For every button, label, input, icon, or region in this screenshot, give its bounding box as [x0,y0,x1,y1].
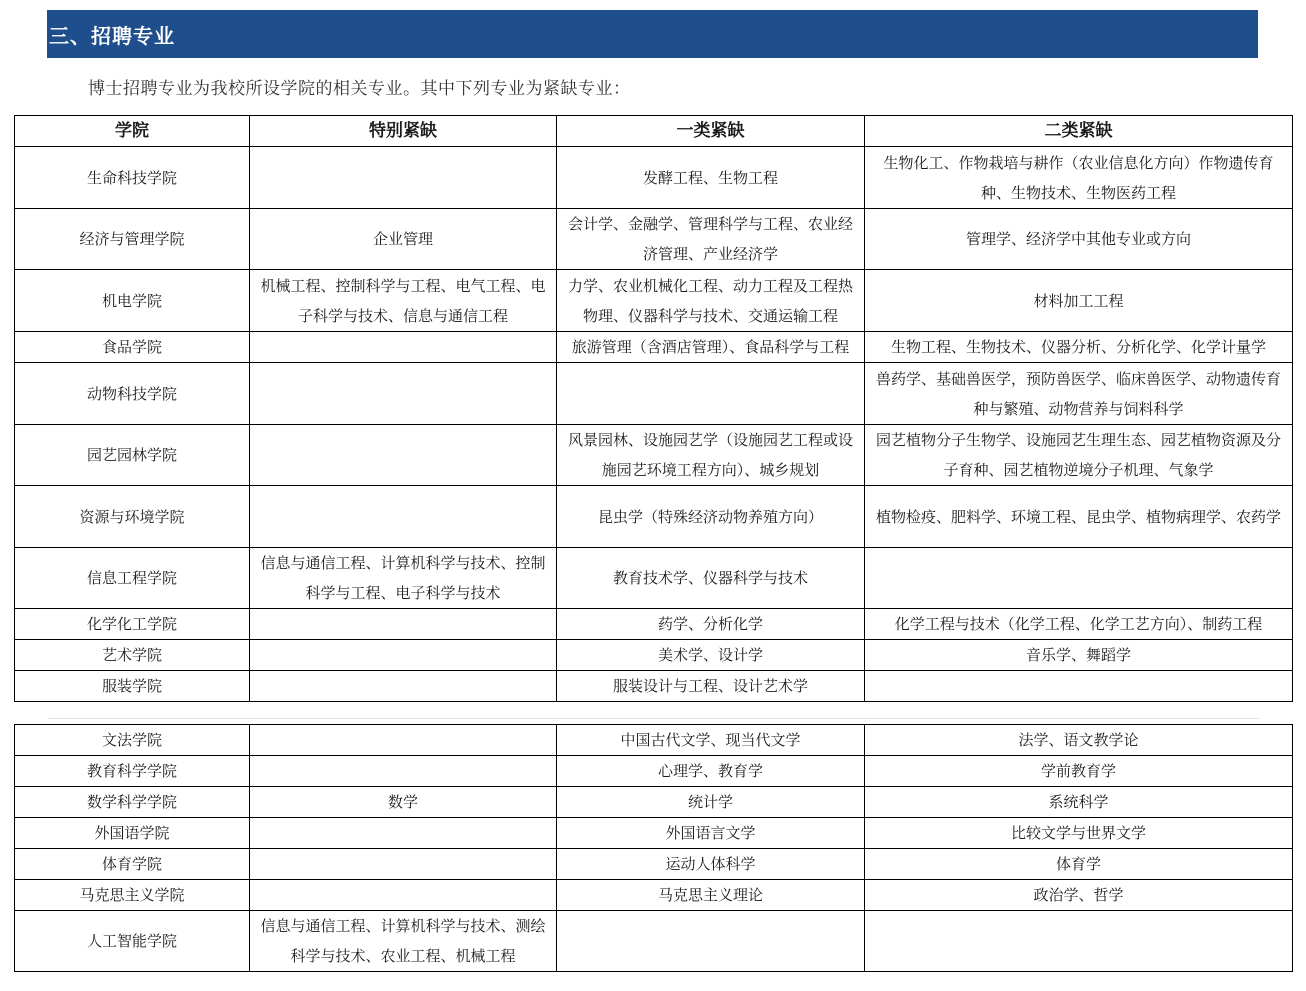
header-class-two-shortage: 二类紧缺 [865,116,1293,147]
special-shortage-cell: 机械工程、控制科学与工程、电气工程、电子科学与技术、信息与通信工程 [250,270,557,332]
class-one-cell: 中国古代文学、现当代文学 [557,725,865,756]
college-cell: 机电学院 [15,270,250,332]
header-college: 学院 [15,116,250,147]
class-two-cell: 材料加工工程 [865,270,1293,332]
college-cell: 化学化工学院 [15,609,250,640]
table-row [15,209,1293,270]
class-one-cell: 药学、分析化学 [557,609,865,640]
table-row [15,332,1293,363]
college-cell: 服装学院 [15,671,250,702]
table-header-row [15,116,1293,147]
special-shortage-cell [250,332,557,363]
class-two-cell: 管理学、经济学中其他专业或方向 [865,209,1293,270]
special-shortage-cell [250,640,557,671]
class-two-cell: 兽药学、基础兽医学，预防兽医学、临床兽医学、动物遗传育种与繁殖、动物营养与饲料科学 [865,363,1293,425]
college-cell: 人工智能学院 [15,911,250,972]
table-row [15,609,1293,640]
class-one-cell: 昆虫学（特殊经济动物养殖方向） [557,486,865,548]
class-two-cell: 政治学、哲学 [865,880,1293,911]
table-row [15,640,1293,671]
special-shortage-cell: 信息与通信工程、计算机科学与技术、测绘科学与技术、农业工程、机械工程 [250,911,557,972]
table-row [15,671,1293,702]
college-cell: 经济与管理学院 [15,209,250,270]
special-shortage-cell [250,725,557,756]
class-one-cell: 力学、农业机械化工程、动力工程及工程热物理、仪器科学与技术、交通运输工程 [557,270,865,332]
table-row [15,787,1293,818]
page-separator [48,718,1260,719]
header-special-shortage: 特别紧缺 [250,116,557,147]
special-shortage-cell: 数学 [250,787,557,818]
college-cell: 教育科学学院 [15,756,250,787]
college-cell: 食品学院 [15,332,250,363]
class-one-cell [557,363,865,425]
table-row [15,756,1293,787]
table-row [15,911,1293,972]
college-cell: 外国语学院 [15,818,250,849]
special-shortage-cell [250,147,557,209]
section-header [47,10,1258,58]
table-row [15,849,1293,880]
special-shortage-cell [250,609,557,640]
college-cell: 艺术学院 [15,640,250,671]
special-shortage-cell: 信息与通信工程、计算机科学与技术、控制科学与工程、电子科学与技术 [250,548,557,609]
special-shortage-cell [250,756,557,787]
class-one-cell: 教育技术学、仪器科学与技术 [557,548,865,609]
class-two-cell: 法学、语文教学论 [865,725,1293,756]
special-shortage-cell: 企业管理 [250,209,557,270]
table-row [15,818,1293,849]
header-class-one-shortage: 一类紧缺 [557,116,865,147]
class-one-cell: 风景园林、设施园艺学（设施园艺工程或设施园艺环境工程方向）、城乡规划 [557,425,865,486]
class-two-cell: 园艺植物分子生物学、设施园艺生理生态、园艺植物资源及分子育种、园艺植物逆境分子机理、气象学 [865,425,1293,486]
college-cell: 体育学院 [15,849,250,880]
college-cell: 信息工程学院 [15,548,250,609]
class-one-cell: 美术学、设计学 [557,640,865,671]
special-shortage-cell [250,849,557,880]
table-row [15,425,1293,486]
class-two-cell [865,671,1293,702]
class-two-cell: 生物工程、生物技术、仪器分析、分析化学、化学计量学 [865,332,1293,363]
table-row [15,486,1293,548]
special-shortage-cell [250,425,557,486]
college-cell: 文法学院 [15,725,250,756]
college-cell: 动物科技学院 [15,363,250,425]
majors-table-part2 [14,724,1293,972]
section-title: 三、招聘专业 [49,23,175,48]
class-one-cell: 旅游管理（含酒店管理）、食品科学与工程 [557,332,865,363]
table-row [15,548,1293,609]
table-row [15,363,1293,425]
college-cell: 生命科技学院 [15,147,250,209]
special-shortage-cell [250,880,557,911]
class-two-cell: 植物检疫、肥料学、环境工程、昆虫学、植物病理学、农药学 [865,486,1293,548]
class-one-cell: 外国语言文学 [557,818,865,849]
class-two-cell: 生物化工、作物栽培与耕作（农业信息化方向）作物遗传育种、生物技术、生物医药工程 [865,147,1293,209]
class-one-cell: 统计学 [557,787,865,818]
class-two-cell: 系统科学 [865,787,1293,818]
class-one-cell: 会计学、金融学、管理科学与工程、农业经济管理、产业经济学 [557,209,865,270]
table-row [15,270,1293,332]
college-cell: 园艺园林学院 [15,425,250,486]
table-row [15,725,1293,756]
majors-table-part1 [14,115,1293,702]
class-two-cell [865,911,1293,972]
class-two-cell: 音乐学、舞蹈学 [865,640,1293,671]
class-one-cell: 发酵工程、生物工程 [557,147,865,209]
class-two-cell: 比较文学与世界文学 [865,818,1293,849]
special-shortage-cell [250,818,557,849]
college-cell: 马克思主义学院 [15,880,250,911]
class-one-cell: 马克思主义理论 [557,880,865,911]
special-shortage-cell [250,363,557,425]
college-cell: 资源与环境学院 [15,486,250,548]
class-one-cell: 心理学、教育学 [557,756,865,787]
class-two-cell: 学前教育学 [865,756,1293,787]
class-one-cell: 运动人体科学 [557,849,865,880]
class-two-cell: 体育学 [865,849,1293,880]
special-shortage-cell [250,486,557,548]
special-shortage-cell [250,671,557,702]
class-two-cell [865,548,1293,609]
table-row [15,880,1293,911]
class-one-cell: 服装设计与工程、设计艺术学 [557,671,865,702]
class-one-cell [557,911,865,972]
intro-text: 博士招聘专业为我校所设学院的相关专业。其中下列专业为紧缺专业： [88,79,631,99]
college-cell: 数学科学学院 [15,787,250,818]
table-row [15,147,1293,209]
class-two-cell: 化学工程与技术（化学工程、化学工艺方向）、制药工程 [865,609,1293,640]
